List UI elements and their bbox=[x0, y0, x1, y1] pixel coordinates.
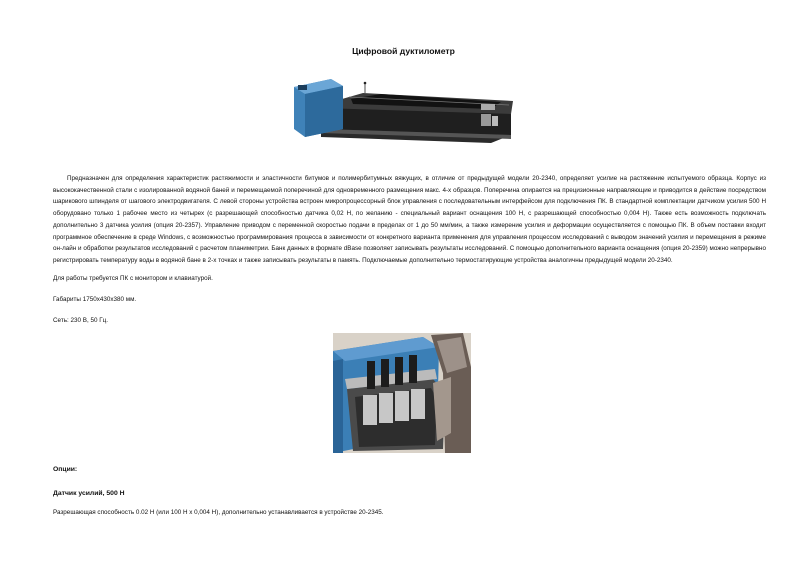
ductilometer-photo bbox=[291, 77, 516, 169]
sensor-description: Разрешающая способность 0.02 Н (или 100 Н х 0,004 Н), дополнительно устанавливается в устройстве 20-2345. bbox=[53, 509, 384, 516]
pc-requirement-text: Для работы требуется ПК с монитором и клавиатурой. bbox=[53, 275, 213, 282]
sensor-heading: Датчик усилий, 500 Н bbox=[53, 490, 125, 497]
description-paragraph: Предназначен для определения характеристик растяжимости и эластичности битумов и полимербитумных вяжущих, в отличие от предыдущей модели 20-2340, определяет усилие на растяжение испытуемого образца. Корпус из высококачественной стали с изолированной водяной баней и перемещаемой поперечиной для одновременного размещения макс. 4-х образцов. Поперечина опирается на прецизионные направляющие и приводится в действие посредством шарикового шпинделя от шагового электродвигателя. С левой стороны устройства встроен микропроцессорный блок управления с последовательным интерфейсом для подключения ПК. В стандартной комплектации датчиком усилия 500 Н оборудовано только 1 рабочее место из четырех (с разрешающей способностью датчика 0,02 Н, по желанию - специальный вариант оснащения 100 Н, с разрешающей способностью 0,004 Н). Также есть возможность подключать дополнительно 3 датчика усилия (опция 20-2357). Управление приводом с переменной скоростью подачи в пределах от 1 до 50 мм/мин, а также измерение усилия и деформации осуществляется с помощью ПК. В объем поставки входит программное обеспечение в среде Windows, с возможностью программирования процесса в зависимости от конкретного варианта применения для управления процессом исследований с выводом значений усилия и перемещения в режиме он-лайн и обработки результатов исследований с расчетом планиметрии. Банк данных в формате dBase позволяет записывать результаты исследований. С помощью дополнительного варианта оснащения (опция 20-2359) можно непрерывно регистрировать температуру воды в водяной бане в 2-х точках и также записывать результаты в память. Подключаемые дополнительно термостатирующие устройства аналогичны предыдущей модели 20-2340. bbox=[53, 175, 766, 264]
dimensions-text: Габариты 1750x430x380 мм. bbox=[53, 296, 137, 303]
power-supply-text: Сеть: 230 В, 50 Гц. bbox=[53, 317, 108, 324]
sample-holder-photo bbox=[333, 333, 471, 453]
options-heading: Опции: bbox=[53, 466, 78, 473]
page-title: Цифровой дуктилометр bbox=[352, 46, 455, 56]
